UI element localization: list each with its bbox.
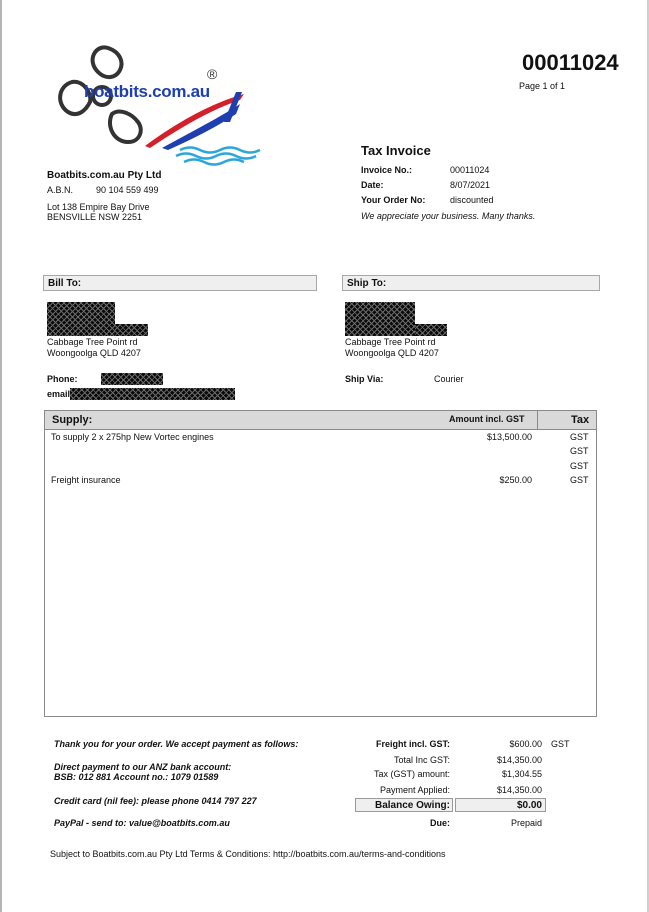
bill-to-header bbox=[43, 275, 317, 291]
supply-row-tax: GST bbox=[570, 432, 589, 442]
ship-address-line1: Cabbage Tree Point rd bbox=[345, 337, 436, 347]
direct-payment-line1: Direct payment to our ANZ bank account: bbox=[54, 762, 232, 772]
total-inc-gst-label: Total Inc GST: bbox=[393, 755, 450, 765]
company-address-line2: BENSVILLE NSW 2251 bbox=[47, 212, 143, 222]
payment-applied-value: $14,350.00 bbox=[496, 785, 542, 795]
logo-wordmark: boatbits.com.au bbox=[84, 82, 210, 101]
tax-column-header: Tax bbox=[571, 414, 590, 426]
bill-address-line2: Woongoolga QLD 4207 bbox=[47, 348, 141, 358]
thanks-message: We appreciate your business. Many thanks. bbox=[361, 211, 536, 221]
document-number: 00011024 bbox=[522, 50, 619, 75]
phone-label: Phone: bbox=[47, 374, 78, 384]
balance-owing-label-box bbox=[355, 798, 453, 812]
order-number-label: Your Order No: bbox=[361, 195, 426, 205]
payment-applied-label: Payment Applied: bbox=[379, 785, 450, 795]
ship-to-label: Ship To: bbox=[347, 278, 387, 289]
due-value: Prepaid bbox=[510, 818, 542, 828]
abn-label: A.B.N. bbox=[47, 185, 74, 195]
company-logo bbox=[50, 42, 270, 166]
balance-owing-value: $0.00 bbox=[516, 800, 542, 811]
amount-column-header: Amount incl. GST bbox=[449, 414, 525, 424]
redacted-phone bbox=[101, 373, 163, 385]
logo-graphic bbox=[50, 42, 270, 166]
redacted-bill-name-tail bbox=[115, 324, 148, 336]
supply-table bbox=[44, 410, 597, 717]
ship-address-line2: Woongoolga QLD 4207 bbox=[345, 348, 439, 358]
invoice-title: Tax Invoice bbox=[361, 143, 431, 158]
due-label: Due: bbox=[430, 818, 450, 828]
supply-row-amount: $13,500.00 bbox=[486, 432, 532, 442]
bill-address-line1: Cabbage Tree Point rd bbox=[47, 337, 138, 347]
redacted-bill-name bbox=[47, 302, 115, 336]
redacted-email bbox=[70, 388, 235, 400]
header-divider bbox=[537, 411, 538, 429]
paypal-info: PayPal - send to: value@boatbits.com.au bbox=[54, 818, 230, 828]
payment-intro: Thank you for your order. We accept payment as follows: bbox=[54, 739, 299, 749]
company-address-line1: Lot 138 Empire Bay Drive bbox=[47, 202, 150, 212]
credit-card-info: Credit card (nil fee): please phone 0414 797 227 bbox=[54, 796, 257, 806]
balance-owing-label: Balance Owing: bbox=[374, 800, 450, 811]
freight-label: Freight incl. GST: bbox=[375, 739, 450, 749]
redacted-ship-name-tail bbox=[415, 324, 447, 336]
gst-amount-label: Tax (GST) amount: bbox=[373, 769, 450, 779]
balance-owing-value-box bbox=[455, 798, 546, 812]
supply-column-header: Supply: bbox=[52, 414, 93, 426]
email-label: email bbox=[47, 389, 71, 399]
supply-table-header bbox=[45, 411, 596, 430]
abn-value: 90 104 559 499 bbox=[96, 185, 159, 195]
page-indicator: Page 1 of 1 bbox=[519, 81, 566, 91]
total-inc-gst-value: $14,350.00 bbox=[496, 755, 542, 765]
ship-via-value: Courier bbox=[434, 374, 464, 384]
freight-tax-code: GST bbox=[551, 739, 570, 749]
terms-footer: Subject to Boatbits.com.au Pty Ltd Terms & Conditions: http://boatbits.com.au/terms-and-conditions bbox=[50, 849, 446, 859]
freight-value: $600.00 bbox=[509, 739, 542, 749]
supply-row-tax: GST bbox=[570, 446, 589, 456]
invoice-date: 8/07/2021 bbox=[450, 180, 491, 190]
gst-amount-value: $1,304.55 bbox=[501, 769, 542, 779]
company-name: Boatbits.com.au Pty Ltd bbox=[47, 170, 162, 181]
supply-row-desc: Freight insurance bbox=[51, 475, 121, 485]
invoice-number: 00011024 bbox=[450, 165, 490, 175]
supply-row-tax: GST bbox=[570, 475, 589, 485]
ship-to-header bbox=[342, 275, 600, 291]
supply-row-amount: $250.00 bbox=[499, 475, 532, 485]
ship-via-label: Ship Via: bbox=[345, 374, 384, 384]
registered-mark: ® bbox=[207, 66, 218, 82]
order-number: discounted bbox=[450, 195, 494, 205]
bill-to-label: Bill To: bbox=[48, 278, 82, 289]
supply-row-tax: GST bbox=[570, 461, 589, 471]
invoice-number-label: Invoice No.: bbox=[361, 165, 413, 175]
supply-row-desc: To supply 2 x 275hp New Vortec engines bbox=[51, 432, 214, 442]
invoice-date-label: Date: bbox=[361, 180, 384, 190]
redacted-ship-name bbox=[345, 302, 415, 336]
direct-payment-line2: BSB: 012 881 Account no.: 1079 01589 bbox=[54, 772, 219, 782]
